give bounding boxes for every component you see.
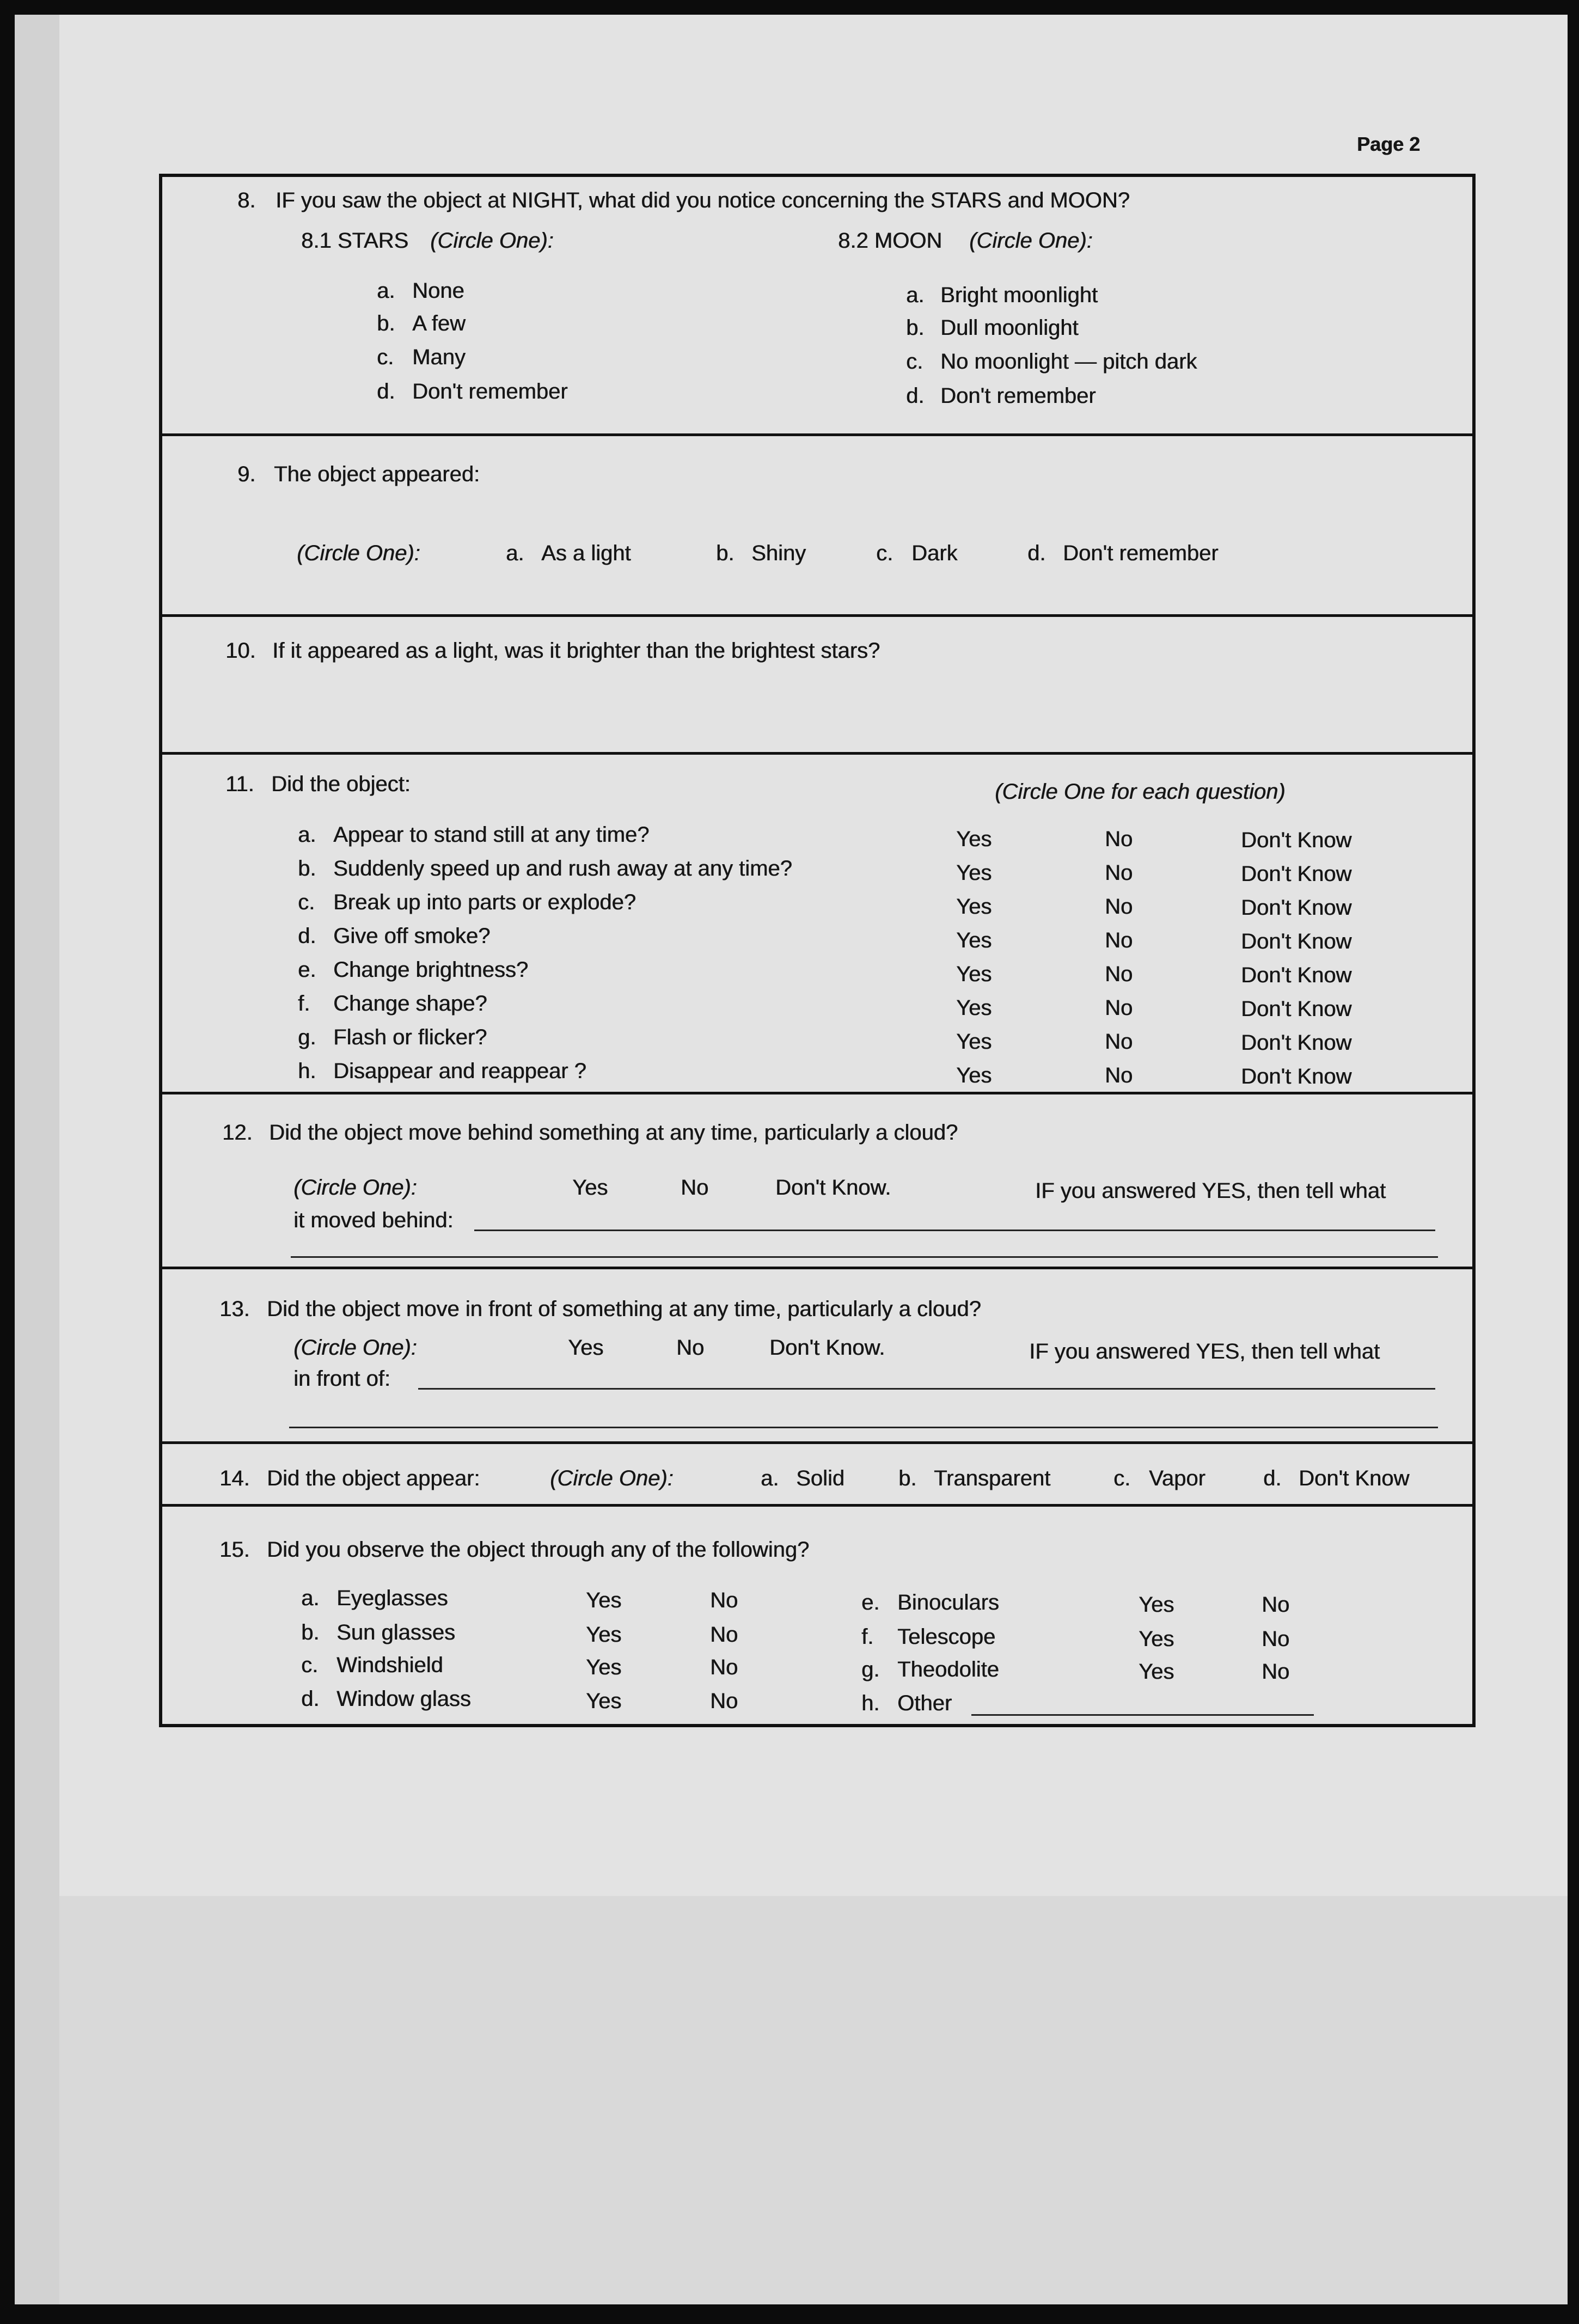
- option-letter: d.: [906, 384, 925, 408]
- item-text: Break up into parts or explode?: [333, 890, 636, 914]
- item-text: Binoculars: [897, 1591, 999, 1614]
- option-dont-know[interactable]: Don't Know.: [775, 1176, 891, 1200]
- in-front-of-field-line-2[interactable]: [289, 1427, 1438, 1428]
- answer-yes[interactable]: Yes: [956, 996, 992, 1020]
- option-letter: c.: [876, 541, 893, 565]
- circle-one-hint: (Circle One for each question): [995, 780, 1286, 804]
- in-front-of-field[interactable]: [418, 1388, 1435, 1390]
- stars-option[interactable]: Don't remember: [412, 380, 568, 403]
- item-letter: e.: [298, 958, 316, 982]
- answer-no[interactable]: No: [1262, 1660, 1290, 1684]
- answer-yes[interactable]: Yes: [586, 1623, 622, 1647]
- moon-option[interactable]: Bright moonlight: [940, 283, 1098, 307]
- item-text: Sun glasses: [336, 1620, 455, 1644]
- answer-dont-know[interactable]: Don't Know: [1241, 929, 1352, 953]
- divider: [159, 1092, 1476, 1094]
- stars-hint: (Circle One):: [430, 229, 554, 253]
- question-text: Did the object move in front of something at any time, particularly a cloud?: [267, 1297, 981, 1321]
- question-text: Did you observe the object through any of the following?: [267, 1538, 810, 1562]
- item-text: Eyeglasses: [336, 1586, 448, 1610]
- option-letter: a.: [906, 283, 925, 307]
- other-field[interactable]: [971, 1714, 1314, 1716]
- answer-dont-know[interactable]: Don't Know: [1241, 828, 1352, 852]
- question-text: Did the object move behind something at any time, particularly a cloud?: [269, 1121, 958, 1145]
- answer-yes[interactable]: Yes: [586, 1689, 622, 1713]
- answer-dont-know[interactable]: Don't Know: [1241, 997, 1352, 1021]
- item-text: Disappear and reappear ?: [333, 1059, 586, 1083]
- moved-behind-field[interactable]: [474, 1230, 1435, 1231]
- circle-one-hint: (Circle One):: [297, 541, 420, 565]
- item-letter: g.: [298, 1025, 316, 1049]
- answer-yes[interactable]: Yes: [956, 1030, 992, 1054]
- circle-one-hint: (Circle One):: [293, 1176, 417, 1200]
- divider: [159, 1504, 1476, 1507]
- answer-dont-know[interactable]: Don't Know: [1241, 862, 1352, 886]
- question-text: The object appeared:: [274, 462, 480, 486]
- option-label: Other: [897, 1691, 952, 1715]
- option-letter: a.: [377, 279, 395, 303]
- scan-margin: [15, 15, 59, 2304]
- page-number: Page 2: [1357, 133, 1421, 155]
- question-number: 11.: [225, 772, 254, 796]
- item-letter: g.: [861, 1658, 880, 1681]
- option-letter: b.: [906, 316, 925, 340]
- question-number: 13.: [219, 1297, 250, 1321]
- answer-yes[interactable]: Yes: [956, 861, 992, 885]
- item-letter: e.: [861, 1591, 880, 1614]
- option-no[interactable]: No: [676, 1336, 705, 1360]
- answer-no[interactable]: No: [1105, 1030, 1133, 1054]
- question-number: 14.: [219, 1466, 250, 1490]
- answer-no[interactable]: No: [1105, 996, 1133, 1020]
- answer-yes[interactable]: Yes: [1139, 1593, 1174, 1617]
- item-letter: d.: [301, 1687, 320, 1711]
- item-letter: a.: [301, 1586, 320, 1610]
- item-letter: b.: [298, 857, 316, 880]
- answer-no[interactable]: No: [1105, 1063, 1133, 1087]
- follow-up-text: IF you answered YES, then tell what: [1035, 1179, 1386, 1203]
- item-letter: h.: [298, 1059, 316, 1083]
- stars-option[interactable]: None: [412, 279, 464, 303]
- item-text: Flash or flicker?: [333, 1025, 487, 1049]
- question-number: 9.: [237, 462, 256, 486]
- option-letter: d.: [1027, 541, 1046, 565]
- answer-no[interactable]: No: [710, 1623, 738, 1647]
- answer-no[interactable]: No: [710, 1655, 738, 1679]
- option-letter: h.: [861, 1691, 880, 1715]
- question-number: 15.: [219, 1538, 250, 1562]
- divider: [159, 1441, 1476, 1444]
- answer-no[interactable]: No: [1262, 1627, 1290, 1651]
- answer-dont-know[interactable]: Don't Know: [1241, 896, 1352, 920]
- answer-yes[interactable]: Yes: [956, 827, 992, 851]
- answer-yes[interactable]: Yes: [586, 1655, 622, 1679]
- question-text: Did the object appear:: [267, 1466, 480, 1490]
- moon-hint: (Circle One):: [969, 229, 1093, 253]
- answer-yes[interactable]: Yes: [956, 928, 992, 952]
- answer-no[interactable]: No: [1105, 928, 1133, 952]
- item-text: Appear to stand still at any time?: [333, 823, 650, 847]
- appearance-option[interactable]: As a light: [541, 541, 631, 565]
- option-letter: c.: [906, 350, 923, 374]
- appearance-option[interactable]: Solid: [796, 1466, 844, 1490]
- item-letter: c.: [298, 890, 315, 914]
- option-letter: b.: [716, 541, 735, 565]
- question-text: IF you saw the object at NIGHT, what did you notice concerning the STARS and MOON?: [276, 188, 1130, 212]
- stars-option[interactable]: Many: [412, 345, 466, 369]
- option-letter: a.: [761, 1466, 779, 1490]
- field-label: in front of:: [293, 1367, 390, 1391]
- option-no[interactable]: No: [681, 1176, 709, 1200]
- item-letter: f.: [861, 1625, 874, 1649]
- answer-no[interactable]: No: [710, 1588, 738, 1612]
- option-letter: d.: [1263, 1466, 1282, 1490]
- option-letter: d.: [377, 380, 395, 403]
- answer-no[interactable]: No: [710, 1689, 738, 1713]
- answer-yes[interactable]: Yes: [1139, 1627, 1174, 1651]
- answer-no[interactable]: No: [1105, 962, 1133, 986]
- option-yes[interactable]: Yes: [572, 1176, 608, 1200]
- answer-no[interactable]: No: [1262, 1593, 1290, 1617]
- item-text: Give off smoke?: [333, 924, 491, 948]
- item-text: Suddenly speed up and rush away at any time?: [333, 857, 792, 880]
- item-letter: d.: [298, 924, 316, 948]
- item-letter: f.: [298, 992, 310, 1016]
- question-number: 10.: [225, 639, 256, 663]
- item-text: Theodolite: [897, 1658, 999, 1681]
- item-text: Change brightness?: [333, 958, 529, 982]
- answer-yes[interactable]: Yes: [956, 895, 992, 919]
- answer-no[interactable]: No: [1105, 861, 1133, 885]
- question-number: 12.: [222, 1121, 253, 1145]
- item-text: Window glass: [336, 1687, 471, 1711]
- appearance-option[interactable]: Don't Know: [1299, 1466, 1410, 1490]
- answer-yes[interactable]: Yes: [956, 962, 992, 986]
- option-letter: b.: [377, 311, 395, 335]
- option-letter: c.: [1113, 1466, 1131, 1490]
- item-text: Telescope: [897, 1625, 996, 1649]
- item-text: Windshield: [336, 1653, 443, 1677]
- question-number: 8.: [237, 188, 256, 212]
- appearance-option[interactable]: Don't remember: [1063, 541, 1219, 565]
- moon-option[interactable]: No moonlight — pitch dark: [940, 350, 1197, 374]
- stars-label: 8.1 STARS: [301, 229, 409, 253]
- appearance-option[interactable]: Transparent: [934, 1466, 1051, 1490]
- stars-option[interactable]: A few: [412, 311, 466, 335]
- divider: [159, 433, 1476, 436]
- answer-dont-know[interactable]: Don't Know: [1241, 963, 1352, 987]
- option-letter: b.: [898, 1466, 917, 1490]
- item-letter: a.: [298, 823, 316, 847]
- divider: [159, 752, 1476, 755]
- answer-dont-know[interactable]: Don't Know: [1241, 1031, 1352, 1055]
- answer-no[interactable]: No: [1105, 827, 1133, 851]
- option-letter: c.: [377, 345, 394, 369]
- divider: [159, 1267, 1476, 1269]
- answer-yes[interactable]: Yes: [956, 1063, 992, 1087]
- moon-label: 8.2 MOON: [838, 229, 942, 253]
- moon-option[interactable]: Dull moonlight: [940, 316, 1079, 340]
- appearance-option[interactable]: Dark: [911, 541, 958, 565]
- option-yes[interactable]: Yes: [568, 1336, 604, 1360]
- circle-one-hint: (Circle One):: [550, 1466, 674, 1490]
- scan-background: [59, 1896, 1568, 2304]
- item-letter: c.: [301, 1653, 319, 1677]
- follow-up-text: IF you answered YES, then tell what: [1029, 1340, 1380, 1363]
- question-text: If it appeared as a light, was it brighter than the brightest stars?: [272, 639, 880, 663]
- divider: [159, 614, 1476, 617]
- moon-option[interactable]: Don't remember: [940, 384, 1096, 408]
- answer-yes[interactable]: Yes: [586, 1588, 622, 1612]
- circle-one-hint: (Circle One):: [293, 1336, 417, 1360]
- option-letter: a.: [506, 541, 524, 565]
- appearance-option[interactable]: Shiny: [751, 541, 806, 565]
- answer-no[interactable]: No: [1105, 895, 1133, 919]
- field-label: it moved behind:: [293, 1208, 454, 1232]
- question-text: Did the object:: [271, 772, 411, 796]
- moved-behind-field-line-2[interactable]: [291, 1256, 1438, 1258]
- answer-dont-know[interactable]: Don't Know: [1241, 1065, 1352, 1088]
- appearance-option[interactable]: Vapor: [1149, 1466, 1205, 1490]
- item-letter: b.: [301, 1620, 320, 1644]
- answer-yes[interactable]: Yes: [1139, 1660, 1174, 1684]
- option-dont-know[interactable]: Don't Know.: [769, 1336, 885, 1360]
- item-text: Change shape?: [333, 992, 487, 1016]
